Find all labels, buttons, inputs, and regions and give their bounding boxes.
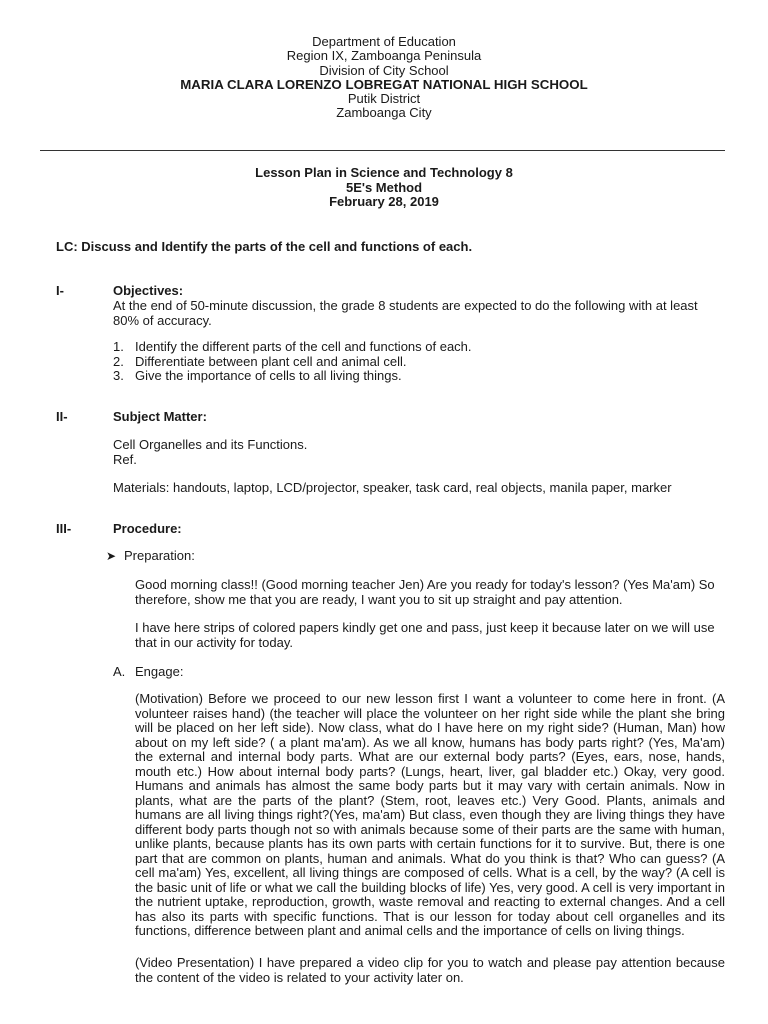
preparation-paragraph-1: Good morning class!! (Good morning teacher Jen) Are you ready for today's lesson? (Yes Ma'am) So therefore, show me that you are ready, I want you to sit up straight and pay attention. [135, 577, 715, 607]
list-text: Identify the different parts of the cell and functions of each. [135, 339, 472, 354]
arrow-bullet-icon: ➤ [106, 549, 117, 563]
lesson-date: February 28, 2019 [329, 194, 439, 209]
school-name: MARIA CLARA LORENZO LOBREGAT NATIONAL HIGH SCHOOL [180, 76, 588, 92]
subject-topic: Cell Organelles and its Functions. [113, 437, 308, 452]
section-title-procedure: Procedure: [113, 521, 182, 536]
city-line: Zamboanga City [336, 105, 432, 121]
list-text: Differentiate between plant cell and animal cell. [135, 353, 407, 369]
learning-competency: LC: Discuss and Identify the parts of the cell and functions of each. [56, 239, 473, 254]
list-text: Give the importance of cells to all living things. [135, 368, 402, 383]
preparation-paragraph-2: I have here strips of colored papers kindly get one and pass, just keep it because later on we will use that in our activity for today. [135, 620, 715, 650]
engage-label: Engage: [135, 664, 184, 679]
engage-paragraph-video: (Video Presentation) I have prepared a video clip for you to watch and please pay attention because the content of the video is related to your activity later on. [135, 955, 725, 985]
section-number-objectives: I- [56, 283, 64, 298]
objectives-intro: At the end of 50-minute discussion, the grade 8 students are expected to do the following with at least 80% of accuracy. [113, 298, 698, 328]
department-line: Department of Education [312, 34, 456, 49]
list-item [113, 369, 713, 384]
engage-paragraph-motivation: (Motivation) Before we proceed to our new lesson first I want a volunteer to come here in front. (A volunteer raises hand) (the teacher will place the volunteer on her right side while the plant she bring will be placed on her left side). Now class, what do I have here on my right side? (Human, Man) how about on my left side? ( a plant ma'am). As we all know, humans has body parts right? (Yes, Ma'am) the external and internal body parts. What are our external body parts? (Eyes, ears, nose, hands, mouth etc.) How about internal body parts? (Lungs, heart, liver, gal bladder etc.) Okay, very good. Humans and animals has almost the same body parts but it may vary with certain animals. Now in plants, what are the parts of the plant? (Stem, root, leaves etc.) Very Good. Plants, animals and humans are all living things right?(Yes, ma'am) But class, even though they are living things they have different body parts though not so with animals because some of their parts are the same with human, unlike plants, because plants has its own parts with certain functions for it to survive. But, there is one part that are common on plants, human and animals. What do you think is that? Who can guess? (A cell ma'am) Yes, excellent, all living things are composed of cells. What is a cell, by the way? (A cell is the basic unit of life or what we call the building blocks of life) Yes, very good. A cell is very important in the nutrient uptake, reproduction, growth, waste removal and reacting to external changes. And a cell has also its parts with specific functions. That is our lesson for today about cell organelles and its functions, difference between plant and animal cells and the importance of cells on living things. [135, 691, 725, 938]
section-title-objectives: Objectives: [113, 283, 184, 298]
district-line: Putik District [347, 91, 421, 107]
subject-materials: Materials: handouts, laptop, LCD/projector, speaker, task card, real objects, manila paper, marker [113, 480, 672, 495]
letterhead [0, 35, 768, 121]
section-number-procedure: III- [56, 521, 72, 536]
list-number: 2. [113, 353, 124, 369]
region-line: Region IX, Zamboanga Peninsula [286, 48, 482, 64]
header-divider [40, 150, 725, 151]
objectives-list [113, 340, 713, 384]
list-item [113, 340, 713, 355]
lesson-method: 5E's Method [345, 179, 423, 195]
preparation-bullet [106, 549, 195, 564]
engage-heading [113, 665, 183, 680]
subject-reference: Ref. [113, 452, 137, 467]
list-item [113, 355, 713, 370]
lesson-title: Lesson Plan in Science and Technology 8 [255, 165, 513, 180]
engage-number: A. [113, 664, 126, 679]
section-title-subject-matter: Subject Matter: [113, 409, 207, 424]
list-number: 3. [113, 368, 124, 383]
division-line: Division of City School [319, 62, 449, 78]
preparation-label: Preparation: [124, 548, 195, 563]
list-number: 1. [113, 339, 124, 354]
section-number-subject-matter: II- [56, 409, 68, 424]
lesson-title-block [0, 166, 768, 210]
